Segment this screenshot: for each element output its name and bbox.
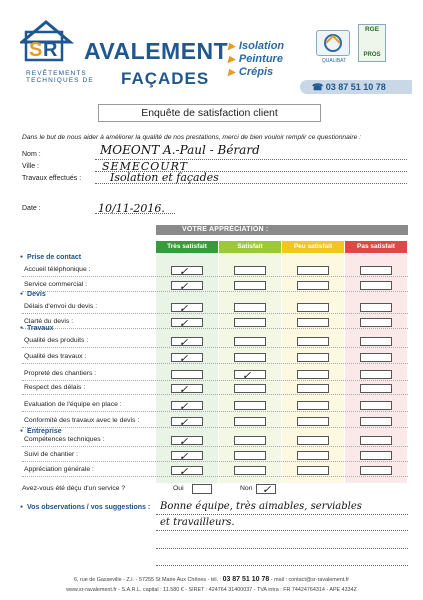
rating-checkbox[interactable]: [297, 384, 329, 393]
deception-non-label: Non: [240, 485, 253, 492]
rating-checkbox[interactable]: [297, 401, 329, 410]
question-rule: [22, 380, 408, 381]
rating-mark: ✓: [179, 465, 189, 478]
question-rule: [22, 476, 408, 477]
question-rule: [22, 313, 408, 314]
rating-checkbox[interactable]: [234, 318, 266, 327]
section-title: ● Devis: [20, 291, 46, 298]
rating-checkbox[interactable]: [234, 303, 266, 312]
svg-text:S: S: [29, 39, 43, 61]
rating-checkbox[interactable]: [234, 417, 266, 426]
rating-checkbox[interactable]: [297, 353, 329, 362]
footer-legal: www.sr-ravalement.fr - S.A.R.L. capital : 11.580 € - SIRET : 424764 31400037 - TVA intra : FR 74424764314 - APE 4334Z: [66, 587, 357, 593]
question-rule: [22, 276, 408, 277]
question-label: Délais d'envoi du devis :: [24, 303, 98, 310]
question-label: Conformité des travaux avec le devis :: [24, 417, 140, 424]
nom-label: Nom :: [22, 151, 41, 158]
rating-checkbox[interactable]: [360, 353, 392, 362]
observations-label: ● Vos observations / vos suggestions :: [20, 504, 150, 511]
observations-text-1[interactable]: Bonne équipe, très aimables, serviables: [160, 501, 362, 512]
rating-checkbox[interactable]: [360, 384, 392, 393]
rating-checkbox[interactable]: [234, 436, 266, 445]
question-label: Suivi de chantier :: [24, 451, 79, 458]
rating-mark: ✓: [242, 369, 252, 382]
company-logo: [20, 18, 84, 66]
rating-mark: ✓: [179, 450, 189, 463]
rating-checkbox[interactable]: [360, 337, 392, 346]
nom-value[interactable]: MOEONT A.-Paul - Bérard: [100, 143, 260, 157]
brand-name: AVALEMENT: [84, 38, 229, 64]
pros-label: PROS: [363, 52, 381, 58]
appreciation-bar: VOTRE APPRÉCIATION :: [156, 225, 408, 235]
header-phone: ☎ 03 87 51 10 78: [312, 82, 386, 92]
qualibat-logo: [316, 30, 350, 56]
rating-checkbox[interactable]: [234, 384, 266, 393]
question-rule: [22, 347, 408, 348]
question-label: Evaluation de l'équipe en place :: [24, 401, 122, 408]
rating-checkbox[interactable]: [360, 401, 392, 410]
rating-checkbox[interactable]: [360, 266, 392, 275]
obs-line-3: [156, 548, 408, 549]
brand-tagline-1: REVÊTEMENTS: [26, 70, 87, 77]
observations-text-2[interactable]: et travailleurs.: [160, 517, 235, 528]
column-header: Satisfait: [219, 241, 281, 253]
rating-checkbox[interactable]: [234, 266, 266, 275]
section-title: ● Travaux: [20, 325, 54, 332]
question-label: Accueil téléphonique :: [24, 266, 91, 273]
rating-mark: ✓: [179, 265, 189, 278]
rating-checkbox[interactable]: [234, 337, 266, 346]
rating-checkbox[interactable]: [297, 370, 329, 379]
date-value[interactable]: 10/11-2016.: [98, 202, 165, 215]
svg-text:R: R: [43, 39, 58, 61]
footer-phone: 03 87 51 10 78: [222, 576, 270, 583]
rating-checkbox[interactable]: [297, 281, 329, 290]
rating-mark: ✓: [179, 352, 189, 365]
rating-checkbox[interactable]: [360, 451, 392, 460]
footer-mail: - mail : contact@sr-ravalement.fr: [270, 577, 350, 583]
travaux-label: Travaux effectués :: [22, 175, 82, 182]
rating-checkbox[interactable]: [360, 436, 392, 445]
question-rule: [22, 291, 408, 292]
deception-oui-label: Oui: [173, 485, 184, 492]
intro-text: Dans le but de nous aider à améliorer la qualité de nos prestations, merci de bien vouloir remplir ce questionnaire :: [22, 134, 362, 141]
question-label: Service commercial :: [24, 281, 88, 288]
rating-checkbox[interactable]: [234, 353, 266, 362]
question-rule: [22, 427, 408, 428]
brand-facades: FAÇADES: [121, 69, 210, 88]
column-header: Peu satisfait: [282, 241, 344, 253]
service-crepis: ▶ Crépis: [228, 66, 274, 78]
question-label: Qualité des travaux :: [24, 353, 87, 360]
rating-mark: ✓: [179, 336, 189, 349]
rating-checkbox[interactable]: [297, 466, 329, 475]
service-isolation: ▶ Isolation: [228, 40, 285, 52]
rating-mark: ✓: [179, 400, 189, 413]
rating-mark: ✓: [179, 280, 189, 293]
qualibat-label: QUALIBAT: [321, 58, 347, 64]
rating-checkbox[interactable]: [234, 281, 266, 290]
deception-question: Avez-vous été déçu d'un service ?: [22, 485, 126, 492]
rating-checkbox[interactable]: [360, 318, 392, 327]
rating-checkbox[interactable]: [297, 451, 329, 460]
rating-checkbox[interactable]: [297, 318, 329, 327]
rating-checkbox[interactable]: [297, 266, 329, 275]
question-label: Respect des délais :: [24, 384, 86, 391]
column-header: Pas satisfait: [345, 241, 407, 253]
rating-mark: ✓: [179, 435, 189, 448]
question-label: Appréciation générale :: [24, 466, 94, 473]
rating-mark: ✓: [179, 302, 189, 315]
rating-checkbox[interactable]: [360, 281, 392, 290]
obs-line-2: [156, 530, 408, 531]
rating-checkbox[interactable]: [360, 466, 392, 475]
rating-checkbox[interactable]: [360, 370, 392, 379]
form-title: Enquête de satisfaction client: [98, 104, 321, 122]
ville-value[interactable]: SEMECOURT: [102, 160, 188, 173]
obs-line-1: [156, 514, 408, 515]
deception-non-mark: ✓: [262, 483, 272, 496]
section-title: ● Prise de contact: [20, 254, 81, 261]
rating-checkbox[interactable]: [297, 417, 329, 426]
date-label: Date :: [22, 205, 41, 212]
brand-tagline-2: TECHNIQUES DE: [26, 77, 94, 84]
question-rule: [22, 363, 408, 364]
deception-oui-checkbox[interactable]: [192, 484, 212, 494]
rating-mark: ✓: [179, 317, 189, 330]
question-rule: [22, 446, 408, 447]
service-peinture: ▶ Peinture: [228, 53, 283, 65]
rating-checkbox[interactable]: [297, 436, 329, 445]
question-label: Propreté des chantiers :: [24, 370, 97, 377]
ville-label: Ville :: [22, 163, 39, 170]
obs-line-4: [156, 565, 408, 566]
rating-checkbox[interactable]: [297, 303, 329, 312]
rating-mark: ✓: [179, 416, 189, 429]
rge-label: RGE: [364, 26, 380, 33]
rating-checkbox[interactable]: [360, 303, 392, 312]
question-rule: [22, 394, 408, 395]
question-rule: [22, 328, 408, 329]
footer-address-text: 6, rue de Gasseville - Z.I. - 57255 St Marie Aux Chênes - tél. :: [73, 577, 222, 583]
rating-checkbox[interactable]: [297, 337, 329, 346]
question-rule: [22, 411, 408, 412]
footer-address: [0, 576, 423, 583]
rating-checkbox[interactable]: [234, 451, 266, 460]
question-rule: [22, 461, 408, 462]
rating-checkbox[interactable]: [171, 370, 203, 379]
rating-checkbox[interactable]: [234, 466, 266, 475]
travaux-value[interactable]: Isolation et façades: [110, 171, 219, 184]
rating-mark: ✓: [179, 383, 189, 396]
section-title: ● Entreprise: [20, 428, 62, 435]
rating-checkbox[interactable]: [360, 417, 392, 426]
column-header: Très satisfait: [156, 241, 218, 253]
rating-checkbox[interactable]: [234, 401, 266, 410]
question-label: Compétences techniques :: [24, 436, 105, 443]
question-label: Clarté du devis :: [24, 318, 74, 325]
question-label: Qualité des produits :: [24, 337, 89, 344]
